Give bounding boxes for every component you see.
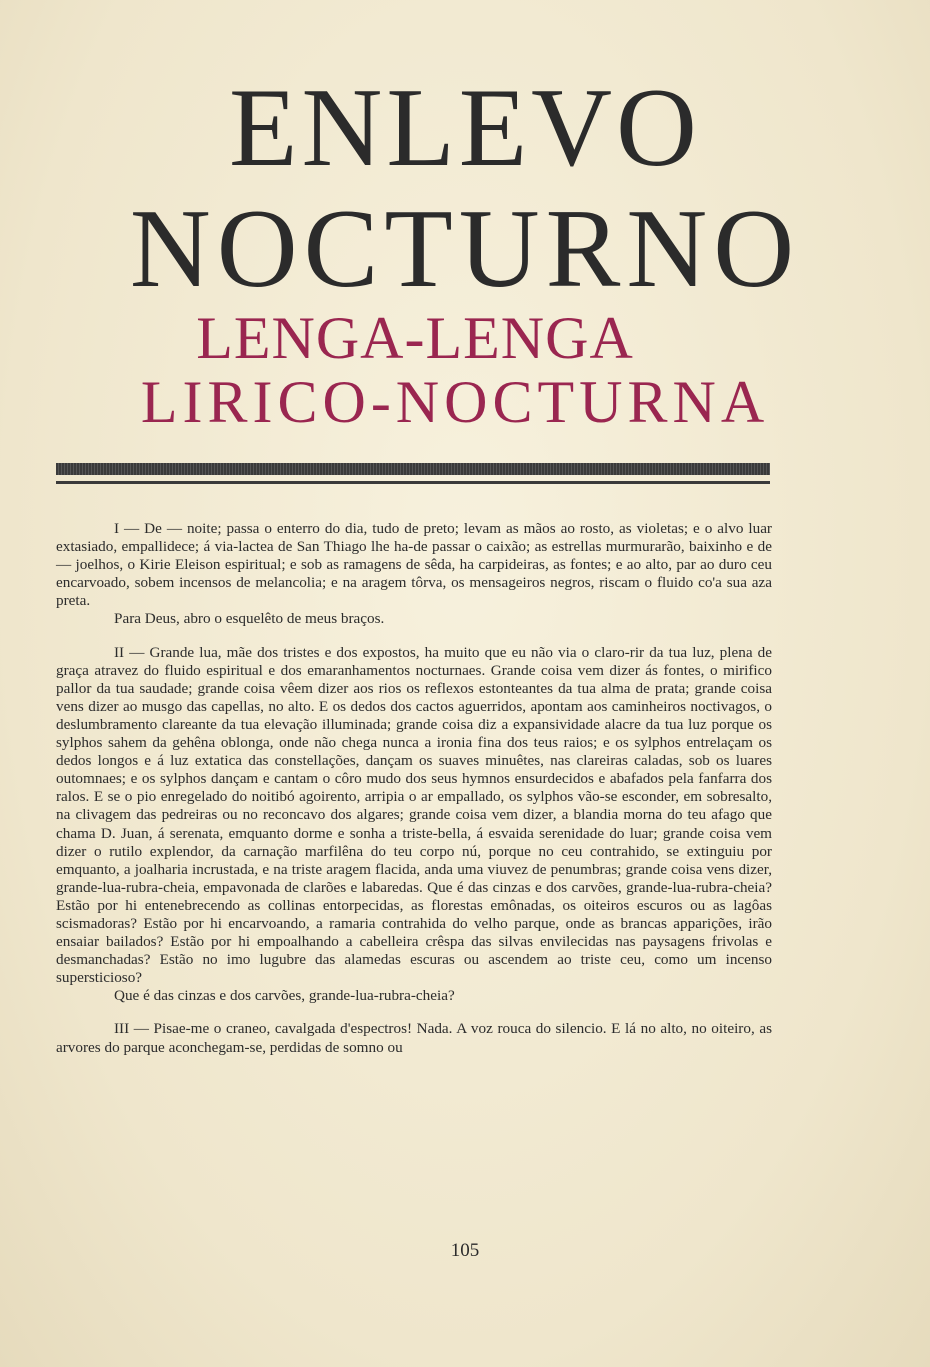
decorative-rule-thin [56, 481, 770, 484]
article-body [56, 520, 772, 1057]
decorative-rule-thick [56, 463, 770, 475]
subtitle-line-2: LIRICO-NOCTURNA [140, 369, 770, 435]
paragraph-4: Que é das cinzas e dos carvões, grande-lua-rubra-cheia? [114, 987, 455, 1005]
subtitle-line-1: LENGA-LENGA [196, 305, 634, 371]
title-line-1: ENLEVO [229, 66, 701, 190]
title-line-2: NOCTURNO [129, 187, 801, 311]
paragraph-1: I — De — noite; passa o enterro do dia, tudo de preto; levam as mãos ao rosto, as violetas; e o alvo luar extasiado, empallidece; á via-lactea de San Thiago lhe ha-de passar o caixão; as estrellas murmurarão, baixinho e de — joelhos, o Kirie Eleison espiritual; e sob as ramagens de sêda, ha carpideiras, as fontes; e ao alto, par ao duro ceu encarvoado, sobem incensos de melancolia; e na aragem tôrva, os mensageiros negros, riscam o fluido co'a sua aza preta. [56, 520, 772, 610]
paragraph-5: III — Pisae-me o craneo, cavalgada d'espectros! Nada. A voz rouca do silencio. E lá no alto, no oiteiro, as arvores do parque aconchegam-se, perdidas de somno ou [56, 1020, 772, 1056]
paragraph-3: II — Grande lua, mãe dos tristes e dos expostos, ha muito que eu não via o claro-rir da tua luz, plena de graça atravez do fluido espiritual e dos emaranhamentos nocturnaes. Grande coisa vem dizer ás fontes, o mirifico pallor da tua saudade; grande coisa vêem dizer aos rios os reflexos estonteantes da tua alma de prata; grande coisa vens dizer ao musgo das capellas, no alto. E os dedos dos cactos aguerridos, apontam aos caminheiros noctivagos, o deslumbramento clareante da tua elevação illuminada; grande coisa diz a expansividade alacre da tua luz porque os sylphos sahem da gehêna oblonga, onde não chega nunca a ironia fina dos teus raios; e os sylphos entrelaçam os dedos longos e á luz extatica das constellações, dançam os suaves minuêtes, nas clareiras caladas, sob os luares outomnaes; e os sylphos dançam e cantam o côro mudo dos seus hymnos ensurdecidos e abafados pela fanfarra dos ralos. E se o pio enregelado do noitibó agoirento, arripia o ar empallado, os sylphos vão-se esconder, em sobresalto, na clivagem das pedreiras ou no reconcavo dos algares; grande coisa vem dizer, a blandia morna do teu afago que chama D. Juan, á serenata, emquanto dorme e sonha a triste-bella, á esvaida serenidade do luar; grande coisa vem dizer o rutilo explendor, da carnação marfilêna do teu corpo nú, porque no ceu contrahido, se extinguiu por emquanto, a joalharia incrustada, e na triste aragem flacida, anda uma viuvez de penumbras; grande coisa vens dizer, grande-lua-rubra-cheia, empavonada de clarões e labaredas. Que é das cinzas e dos carvões, grande-lua-rubra-cheia? Estão por hi entenebrecendo as collinas entorpecidas, as florestas emônadas, os oiteiros escuros ou as lagôas scismadoras? Estão por hi encarvoando, a ramaria contrahida do velho parque, onde as brancas apparições, irão ensaiar bailados? Estão por hi empoalhando a cabelleira crêspa das silvas envilecidas nas paysagens frivolas e desmanchadas? Estão no imo lugubre das alamedas escuras ou ascendem ao triste ceu, como um incenso supersticioso? [56, 643, 772, 987]
page-number: 105 [450, 1240, 480, 1261]
paragraph-2: Para Deus, abro o esquelêto de meus braços. [114, 610, 385, 628]
